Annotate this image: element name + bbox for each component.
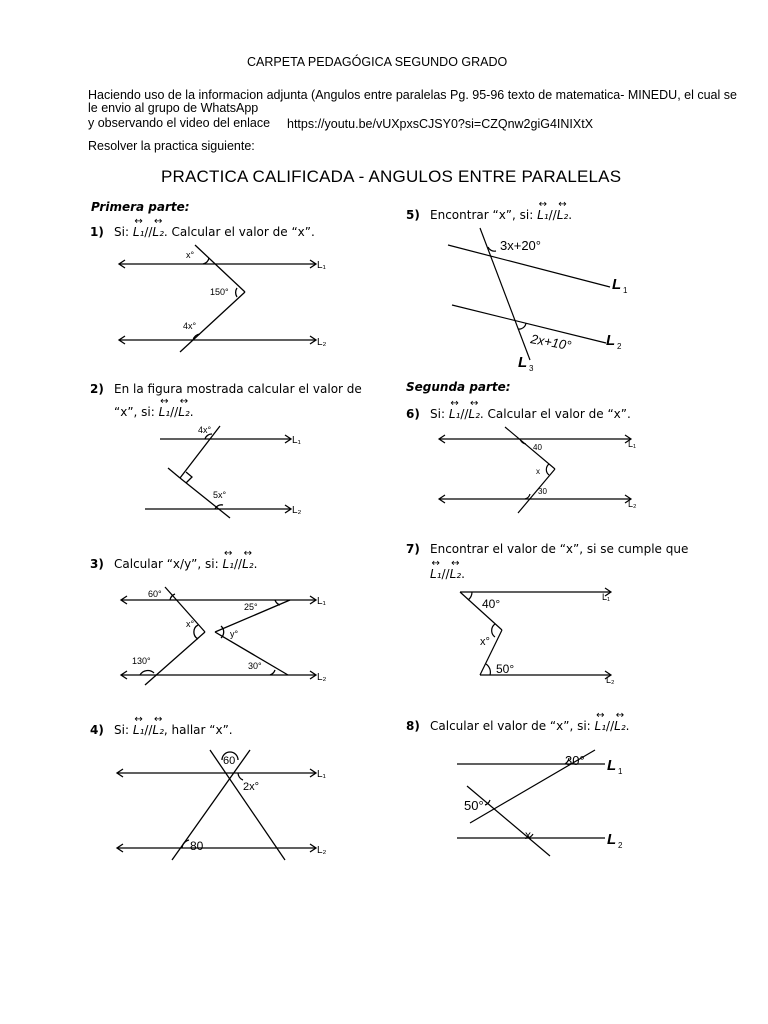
- section-first: Primera parte:: [91, 200, 190, 214]
- figure-7: [450, 580, 640, 685]
- parallel-symbol: //: [606, 719, 615, 733]
- question-text: Si:: [114, 225, 133, 239]
- label-5x: 5x°: [213, 490, 227, 500]
- label-30: 30°: [248, 661, 262, 671]
- intro-line-3: y observando el video del enlace: [88, 116, 271, 130]
- svg-text:L: L: [606, 332, 616, 349]
- question-text: .: [568, 208, 573, 222]
- parallel-symbol: //: [170, 405, 179, 419]
- question-2: [90, 381, 362, 397]
- question-text: .: [189, 405, 194, 419]
- line-l1: ↔ L₁: [449, 400, 461, 422]
- question-4: [90, 716, 233, 738]
- line-l2: ↔ L₂: [152, 218, 164, 240]
- question-text: .: [253, 557, 258, 571]
- label-l2: L₂: [606, 675, 615, 685]
- label-4x: 4x°: [183, 321, 197, 331]
- label-2x10: 2x+10°: [529, 331, 573, 354]
- line-l2: ↔ L₂: [557, 201, 569, 223]
- label-40: 40°: [482, 597, 501, 611]
- question-text: . Calcular el valor de “x”.: [163, 225, 315, 239]
- svg-text:L: L: [607, 831, 617, 848]
- question-text: .: [625, 719, 630, 733]
- question-text: . Calcular el valor de “x”.: [479, 407, 631, 421]
- question-7: [406, 541, 688, 557]
- question-text: , hallar “x”.: [163, 723, 233, 737]
- question-number: 1): [90, 225, 104, 239]
- figure-8: [455, 748, 640, 858]
- parallel-symbol: //: [233, 557, 243, 571]
- label-30: 30°: [565, 753, 585, 768]
- question-1: [90, 218, 315, 240]
- label-l2: L₂: [317, 845, 327, 856]
- line-l1: ↔ L₁: [133, 716, 145, 738]
- label-l1: L₁: [317, 596, 326, 607]
- line-l1: ↔ L₁: [430, 560, 442, 582]
- label-x: x°: [186, 250, 195, 260]
- line-l2: ↔ L₂: [450, 560, 462, 582]
- figure-6: [430, 425, 650, 515]
- question-8: [406, 712, 629, 734]
- label-y: y°: [230, 629, 239, 639]
- question-number: 4): [90, 723, 104, 737]
- label-150: 150°: [210, 287, 229, 297]
- label-l1: 1: [618, 767, 623, 776]
- question-text: En la figura mostrada calcular el valor de: [114, 382, 362, 396]
- label-60: 60: [223, 755, 236, 767]
- label-2x: 2x°: [243, 781, 260, 793]
- label-50: 50°: [496, 662, 515, 676]
- question-text: Si:: [114, 723, 133, 737]
- question-number: 6): [406, 407, 420, 421]
- label-l2: L₂: [628, 499, 637, 509]
- label-4x: 4x°: [198, 425, 212, 435]
- line-l1: ↔ L₁: [133, 218, 145, 240]
- video-link[interactable]: https://youtu.be/vUXpxsCJSY0?si=CZQnw2giG4INIXtX: [287, 117, 594, 131]
- line-l2: ↔ L₂: [152, 716, 164, 738]
- figure-3: [110, 585, 340, 690]
- question-text: Calcular “x/y”, si:: [114, 557, 223, 571]
- question-2-cont: [114, 398, 194, 420]
- question-text: Encontrar el valor de “x”, si se cumple que: [430, 542, 689, 556]
- question-6: [406, 400, 631, 422]
- question-text: Calcular el valor de “x”, si:: [430, 719, 595, 733]
- label-l2: L₂: [292, 505, 302, 516]
- line-l1: ↔ L₁: [222, 550, 234, 572]
- svg-text:L: L: [607, 757, 617, 774]
- question-text: Si:: [430, 407, 449, 421]
- main-title: PRACTICA CALIFICADA - ANGULOS ENTRE PARALELAS: [161, 167, 622, 186]
- figure-1: [110, 240, 350, 355]
- label-l1: L₁: [628, 439, 637, 449]
- question-number: 7): [406, 542, 420, 556]
- question-3: [90, 550, 257, 572]
- parallel-symbol: //: [548, 208, 557, 222]
- line-l2: ↔ L₂: [242, 550, 254, 572]
- question-number: 8): [406, 719, 420, 733]
- question-text: Encontrar “x”, si:: [430, 208, 538, 222]
- label-l1: L₁: [292, 435, 301, 446]
- question-number: 3): [90, 557, 104, 571]
- label-l1: L₁: [602, 592, 611, 602]
- line-l2: ↔ L₂: [468, 400, 480, 422]
- line-l1: ↔ L₁: [595, 712, 607, 734]
- label-l3: 3: [529, 364, 534, 373]
- svg-text:L: L: [612, 276, 622, 293]
- parallel-symbol: //: [441, 567, 450, 581]
- label-l1: 1: [623, 286, 628, 295]
- parallel-symbol: //: [144, 723, 153, 737]
- folder-title: CARPETA PEDAGÓGICA SEGUNDO GRADO: [247, 55, 508, 69]
- label-x: x: [536, 467, 540, 476]
- figure-4: [110, 748, 340, 863]
- question-text: .: [461, 567, 465, 581]
- label-x: x°: [480, 636, 490, 648]
- label-30: 30: [538, 487, 547, 496]
- label-l2: L₂: [317, 337, 327, 348]
- label-25: 25°: [244, 602, 258, 612]
- parallel-symbol: //: [460, 407, 469, 421]
- question-text: “x”, si:: [114, 405, 159, 419]
- line-l1: ↔ L₁: [159, 398, 171, 420]
- label-l2: L₂: [317, 672, 327, 683]
- intro-line-2: le envio al grupo de WhatsApp: [88, 101, 259, 115]
- question-number: 2): [90, 382, 104, 396]
- label-60: 60°: [148, 589, 162, 599]
- line-l2: ↔ L₂: [178, 398, 190, 420]
- question-number: 5): [406, 208, 420, 222]
- label-l1: L₁: [317, 260, 326, 271]
- label-l2: 2: [617, 342, 622, 351]
- question-5: [406, 201, 572, 223]
- label-130: 130°: [132, 656, 151, 666]
- label-50: 50°: [464, 798, 484, 813]
- label-3x20: 3x+20°: [500, 238, 541, 253]
- question-7-cont: [430, 560, 465, 582]
- section-second: Segunda parte:: [406, 380, 511, 394]
- label-40: 40: [533, 443, 542, 452]
- line-l2: ↔ L₂: [614, 712, 626, 734]
- label-x: x°: [186, 619, 195, 629]
- figure-5: [440, 225, 640, 375]
- label-l1: L₁: [317, 769, 326, 780]
- line-l1: ↔ L₁: [537, 201, 549, 223]
- intro-line-1: Haciendo uso de la informacion adjunta (Angulos entre paralelas Pg. 95-96 texto de matematica- MINEDU, el cual se: [88, 88, 737, 102]
- instruction-text: Resolver la practica siguiente:: [88, 139, 255, 153]
- parallel-symbol: //: [144, 225, 153, 239]
- figure-2: [110, 422, 330, 522]
- label-x: x: [525, 828, 531, 842]
- label-80: 80: [190, 839, 204, 853]
- svg-text:L: L: [518, 354, 528, 371]
- label-l2: 2: [618, 841, 623, 850]
